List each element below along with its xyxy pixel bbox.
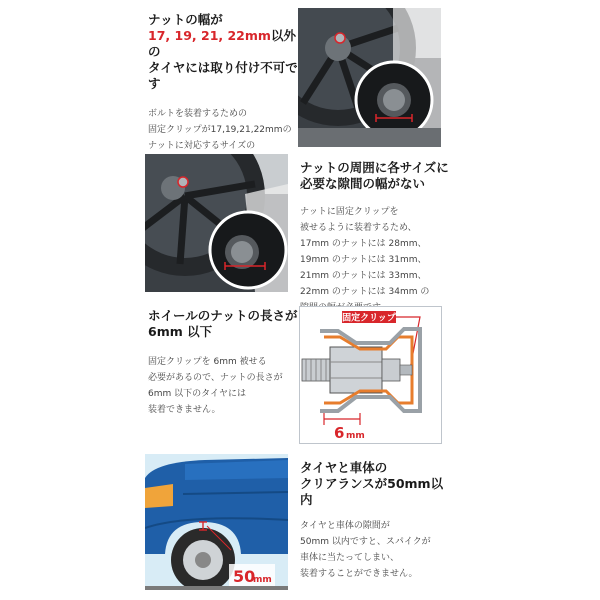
nut-length-heading: ホイールのナットの長さが 6mm 以下 [148, 308, 298, 339]
wheel-nut-photo-2 [145, 154, 288, 292]
nut-width-description: ボルトを装着するための 固定クリップが17,19,21,22mmの ナットに対応するサイズの [148, 109, 292, 151]
dimension-6: 6 [334, 424, 345, 442]
body-clearance-description: タイヤと車体の隙間が 50mm 以内ですと、スパイクが 車体に当たってしまい、 装着することができません。 [300, 521, 431, 579]
clip-diagram [299, 306, 442, 444]
nut-length-description: 固定クリップを 6mm 被せる 必要があるので、ナットの長さが 6mm 以下のタイヤには 装着できません。 [148, 357, 283, 415]
nut-width-heading: ナットの幅が 17, 19, 21, 22mm以外の タイヤには取り付け不可です [148, 12, 298, 91]
clearance-50-label: 50 [233, 567, 256, 586]
wheel-nut-photo-1 [298, 8, 441, 147]
car-clearance-illustration [145, 454, 288, 590]
nut-clearance-description: ナットに固定クリップを 被せるように装着するため、 17mm のナットには 28mm、 19mm のナットには 31mm、 21mm のナットには 33mm、 22mm のナットには 34mm の [300, 207, 430, 297]
nut-clearance-heading: ナットの周囲に各サイズに 必要な隙間の幅がない [300, 160, 449, 191]
section-nut-clearance [300, 160, 450, 316]
clip-label: 固定クリップ [342, 313, 396, 324]
dimension-6-unit: mm [346, 431, 365, 441]
clearance-50-unit: mm [253, 575, 272, 585]
body-clearance-heading: タイヤと車体の クリアランスが50mm以内 [300, 460, 444, 507]
section-nut-length [148, 308, 298, 418]
section-body-clearance [300, 460, 450, 582]
